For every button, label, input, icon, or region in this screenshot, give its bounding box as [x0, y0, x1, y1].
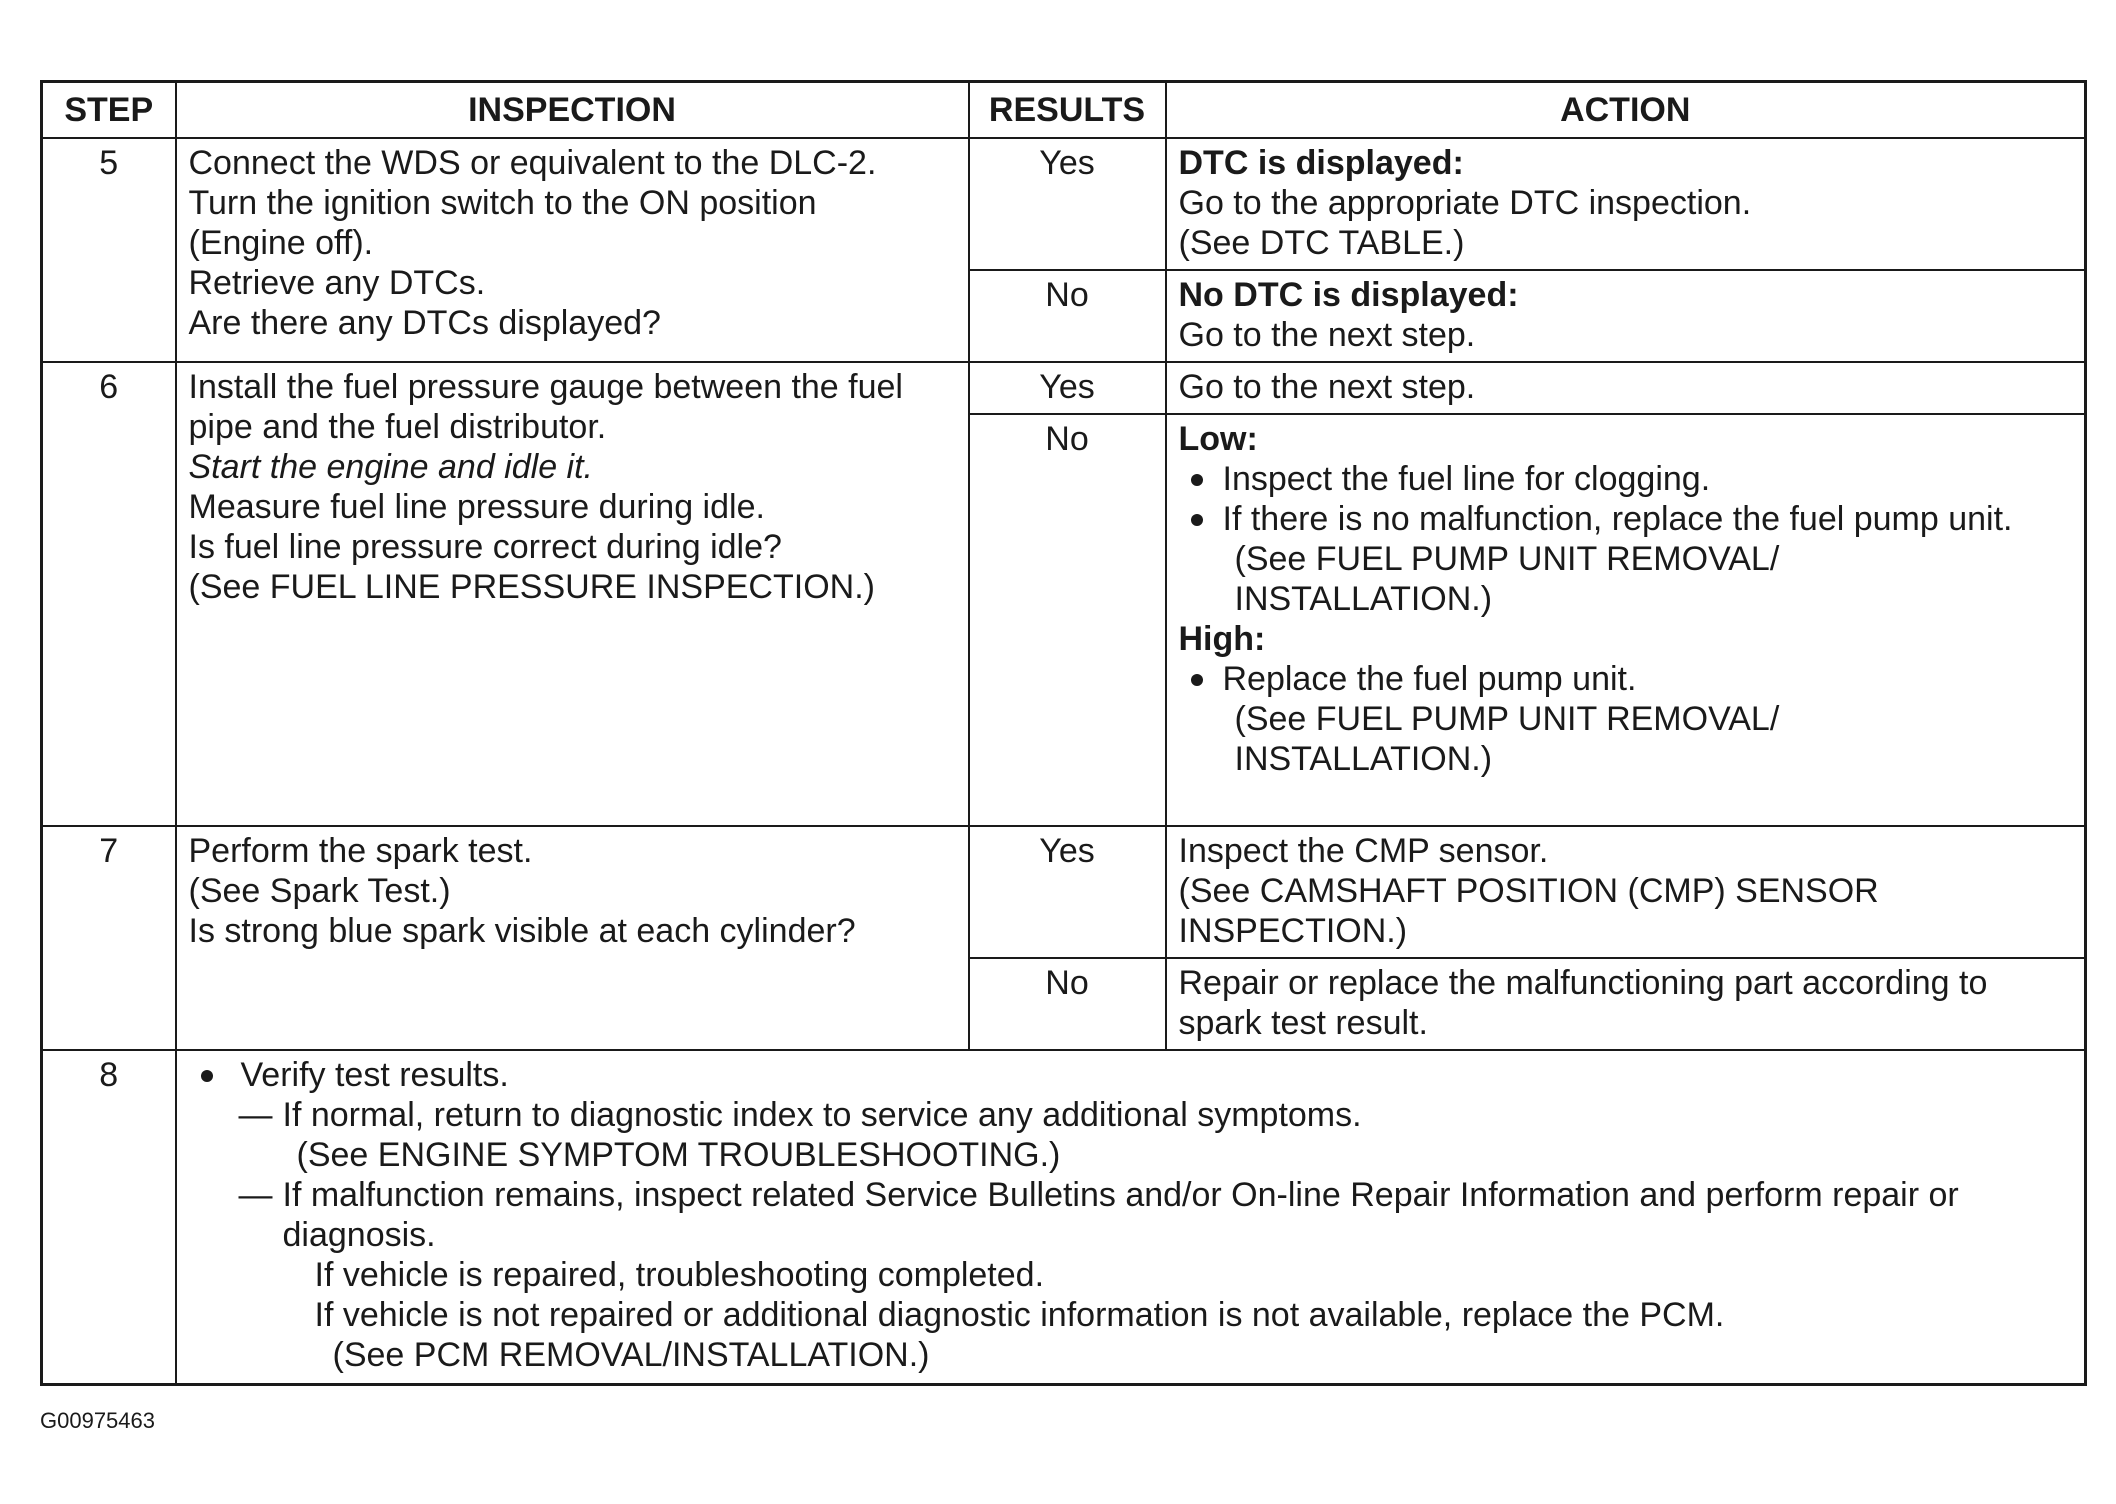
- table-row-step-5-yes: [42, 138, 2086, 270]
- list-item: [1179, 459, 2077, 499]
- bullet-icon: [1191, 514, 1203, 526]
- list-item: [189, 1295, 2075, 1335]
- inspection-line: Turn the ignition switch to the ON position: [188, 184, 817, 222]
- inspection-line: Connect the WDS or equivalent to the DLC-2.: [188, 144, 877, 182]
- action-cell: [1166, 270, 2086, 362]
- diagnostic-table: [40, 80, 2087, 1386]
- inspection-line: Is strong blue spark visible at each cylinder?: [188, 912, 856, 950]
- action-cell: [1166, 958, 2086, 1050]
- table-row-step-7-yes: [42, 826, 2086, 958]
- action-cell: [1166, 414, 2086, 826]
- inspection-line: Retrieve any DTCs.: [188, 264, 486, 302]
- table-header-row: [42, 82, 2086, 139]
- bullet-icon: [201, 1070, 213, 1082]
- step-number: 7: [42, 826, 176, 1050]
- action-line: (See CAMSHAFT POSITION (CMP) SENSOR: [1178, 872, 1879, 910]
- step-number: 5: [42, 138, 176, 362]
- header-action: ACTION: [1166, 82, 2086, 139]
- inspection-line: Install the fuel pressure gauge between the fuel: [188, 368, 903, 406]
- list-item: [1179, 659, 2077, 699]
- table-row-step-8: [42, 1050, 2086, 1385]
- bullet-text: If vehicle is not repaired or additional diagnostic information is not available, replace the PCM.: [314, 1296, 1725, 1334]
- action-line: (See DTC TABLE.): [1178, 224, 1465, 262]
- action-title: No DTC is displayed:: [1178, 276, 1519, 314]
- dash-icon: —: [238, 1176, 273, 1214]
- result-label: Yes: [969, 362, 1166, 414]
- inspection-line: Start the engine and idle it.: [188, 448, 593, 486]
- header-results: RESULTS: [969, 82, 1166, 139]
- step-number: 6: [42, 362, 176, 826]
- list-item: [189, 1055, 2075, 1095]
- inspection-line: Perform the spark test.: [188, 832, 533, 870]
- bullet-text: If vehicle is repaired, troubleshooting completed.: [314, 1256, 1045, 1294]
- low-title: Low:: [1178, 420, 1258, 458]
- result-label: Yes: [969, 826, 1166, 958]
- inspection-cell: [176, 138, 969, 362]
- inspection-line: (Engine off).: [188, 224, 374, 262]
- result-label: No: [969, 414, 1166, 826]
- inspection-line: (See FUEL LINE PRESSURE INSPECTION.): [188, 568, 875, 606]
- action-line: Go to the next step.: [1178, 316, 1476, 354]
- step-number: 8: [42, 1050, 176, 1385]
- action-line: Repair or replace the malfunctioning part according to spark test result.: [1178, 964, 1988, 1042]
- inspection-line: Measure fuel line pressure during idle.: [188, 488, 765, 526]
- list-item: [189, 1255, 2075, 1295]
- verification-cell: [176, 1050, 2086, 1385]
- dash-item: [189, 1175, 2075, 1255]
- reference-line: (See PCM REMOVAL/INSTALLATION.): [332, 1336, 930, 1374]
- action-line: Inspect the CMP sensor.: [1178, 832, 1549, 870]
- action-cell: [1166, 362, 2086, 414]
- result-label: No: [969, 270, 1166, 362]
- list-item: [1179, 499, 2077, 539]
- bullet-text: Replace the fuel pump unit.: [1222, 660, 1637, 698]
- figure-id: G00975463: [40, 1408, 155, 1433]
- high-title: High:: [1178, 620, 1266, 658]
- reference-line: (See FUEL PUMP UNIT REMOVAL/: [1234, 700, 1780, 738]
- header-step: STEP: [42, 82, 176, 139]
- reference-line: INSTALLATION.): [1234, 740, 1493, 778]
- bullet-icon: [1191, 474, 1203, 486]
- action-cell: [1166, 826, 2086, 958]
- result-label: Yes: [969, 138, 1166, 270]
- reference-line: (See FUEL PUMP UNIT REMOVAL/: [1234, 540, 1780, 578]
- reference-line: (See ENGINE SYMPTOM TROUBLESHOOTING.): [296, 1136, 1061, 1174]
- dash-text: If malfunction remains, inspect related Service Bulletins and/or On-line Repair Information and perform repair or diagnosis.: [282, 1176, 1959, 1254]
- bullet-text: Verify test results.: [240, 1056, 509, 1094]
- bullet-text: If there is no malfunction, replace the fuel pump unit.: [1222, 500, 2013, 538]
- inspection-line: Are there any DTCs displayed?: [188, 304, 661, 342]
- table-row-step-6-yes: [42, 362, 2086, 414]
- dash-icon: —: [238, 1096, 273, 1134]
- inspection-cell: [176, 362, 969, 826]
- action-line: Go to the next step.: [1178, 368, 1476, 406]
- result-label: No: [969, 958, 1166, 1050]
- inspection-line: pipe and the fuel distributor.: [188, 408, 607, 446]
- bullet-icon: [1191, 674, 1203, 686]
- dash-text: If normal, return to diagnostic index to service any additional symptoms.: [282, 1096, 1362, 1134]
- dash-item: [189, 1095, 2075, 1135]
- inspection-line: (See Spark Test.): [188, 872, 451, 910]
- action-line: INSPECTION.): [1178, 912, 1408, 950]
- header-inspection: INSPECTION: [176, 82, 969, 139]
- action-title: DTC is displayed:: [1178, 144, 1464, 182]
- inspection-line: Is fuel line pressure correct during idle?: [188, 528, 782, 566]
- inspection-cell: [176, 826, 969, 1050]
- action-cell: [1166, 138, 2086, 270]
- action-line: Go to the appropriate DTC inspection.: [1178, 184, 1752, 222]
- bullet-text: Inspect the fuel line for clogging.: [1222, 460, 1711, 498]
- reference-line: INSTALLATION.): [1234, 580, 1493, 618]
